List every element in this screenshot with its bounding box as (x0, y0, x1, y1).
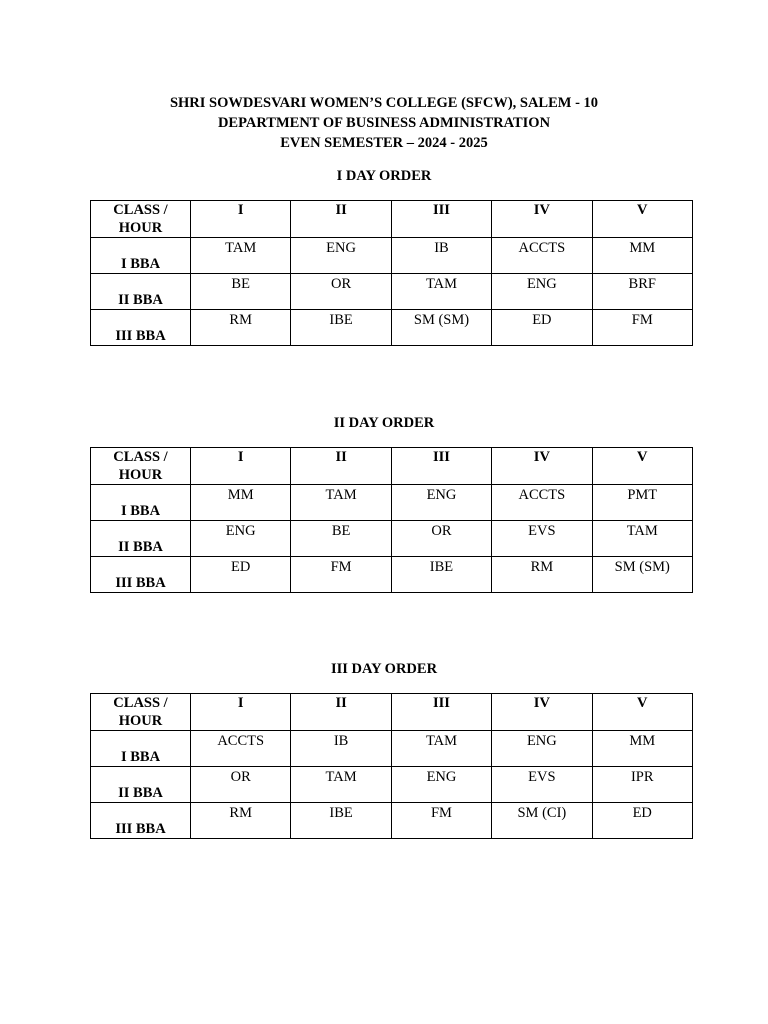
subject-cell: BRF (592, 274, 692, 310)
class-label: I BBA (91, 485, 191, 521)
subject-cell: TAM (191, 238, 291, 274)
table-row (91, 485, 693, 521)
subject-cell: MM (592, 731, 692, 767)
subject-cell: PMT (592, 485, 692, 521)
class-label: I BBA (91, 238, 191, 274)
class-hour-header: CLASS / HOUR (91, 201, 191, 238)
subject-cell: TAM (391, 731, 491, 767)
subject-cell: ENG (191, 521, 291, 557)
timetable-day-1 (90, 200, 693, 346)
document-header (0, 93, 768, 153)
department-name: DEPARTMENT OF BUSINESS ADMINISTRATION (217, 115, 551, 131)
subject-cell: TAM (592, 521, 692, 557)
class-label: I BBA (91, 731, 191, 767)
subject-cell: IBE (291, 803, 391, 839)
subject-cell: ACCTS (191, 731, 291, 767)
timetable-day-3 (90, 693, 693, 839)
subject-cell: IB (391, 238, 491, 274)
table-row (91, 274, 693, 310)
class-label: III BBA (91, 803, 191, 839)
subject-cell: SM (SM) (592, 557, 692, 593)
subject-cell: ENG (391, 767, 491, 803)
subject-cell: RM (191, 310, 291, 346)
subject-cell: ACCTS (492, 485, 592, 521)
hour-header: IV (492, 448, 592, 485)
semester-label: EVEN SEMESTER – 2024 - 2025 (280, 135, 488, 151)
table-row (91, 803, 693, 839)
subject-cell: EVS (492, 767, 592, 803)
hour-header: V (592, 694, 692, 731)
table-row (91, 557, 693, 593)
hour-header: V (592, 201, 692, 238)
subject-cell: OR (191, 767, 291, 803)
class-label: III BBA (91, 310, 191, 346)
subject-cell: ENG (291, 238, 391, 274)
subject-cell: TAM (391, 274, 491, 310)
subject-cell: FM (291, 557, 391, 593)
subject-cell: ED (191, 557, 291, 593)
subject-cell: ENG (492, 731, 592, 767)
class-label: II BBA (91, 767, 191, 803)
subject-cell: ACCTS (492, 238, 592, 274)
table-row (91, 310, 693, 346)
hour-header: III (391, 694, 491, 731)
table-row (91, 521, 693, 557)
class-hour-header: CLASS / HOUR (91, 694, 191, 731)
subject-cell: TAM (291, 485, 391, 521)
subject-cell: SM (CI) (492, 803, 592, 839)
hour-header: III (391, 201, 491, 238)
table-header-row (91, 448, 693, 485)
table-row (91, 731, 693, 767)
subject-cell: RM (492, 557, 592, 593)
subject-cell: SM (SM) (391, 310, 491, 346)
hour-header: IV (492, 201, 592, 238)
subject-cell: MM (592, 238, 692, 274)
college-name: SHRI SOWDESVARI WOMEN’S COLLEGE (SFCW), SALEM - 10 (169, 95, 599, 111)
subject-cell: OR (391, 521, 491, 557)
hour-header: II (291, 694, 391, 731)
hour-header: I (191, 694, 291, 731)
subject-cell: MM (191, 485, 291, 521)
subject-cell: TAM (291, 767, 391, 803)
class-label: II BBA (91, 274, 191, 310)
subject-cell: RM (191, 803, 291, 839)
class-label: III BBA (91, 557, 191, 593)
subject-cell: IB (291, 731, 391, 767)
table-header-row (91, 201, 693, 238)
hour-header: II (291, 448, 391, 485)
subject-cell: IPR (592, 767, 692, 803)
hour-header: III (391, 448, 491, 485)
subject-cell: FM (391, 803, 491, 839)
hour-header: I (191, 201, 291, 238)
subject-cell: ENG (391, 485, 491, 521)
hour-header: V (592, 448, 692, 485)
hour-header: I (191, 448, 291, 485)
class-label: II BBA (91, 521, 191, 557)
hour-header: II (291, 201, 391, 238)
subject-cell: OR (291, 274, 391, 310)
hour-header: IV (492, 694, 592, 731)
subject-cell: ED (592, 803, 692, 839)
subject-cell: ENG (492, 274, 592, 310)
subject-cell: ED (492, 310, 592, 346)
day-order-title: III DAY ORDER (330, 661, 438, 677)
subject-cell: FM (592, 310, 692, 346)
subject-cell: IBE (291, 310, 391, 346)
table-header-row (91, 694, 693, 731)
subject-cell: BE (191, 274, 291, 310)
subject-cell: IBE (391, 557, 491, 593)
class-hour-header: CLASS / HOUR (91, 448, 191, 485)
day-order-title: I DAY ORDER (336, 168, 432, 184)
table-row (91, 238, 693, 274)
day-order-title: II DAY ORDER (333, 415, 435, 431)
subject-cell: EVS (492, 521, 592, 557)
subject-cell: BE (291, 521, 391, 557)
table-row (91, 767, 693, 803)
timetable-day-2 (90, 447, 693, 593)
